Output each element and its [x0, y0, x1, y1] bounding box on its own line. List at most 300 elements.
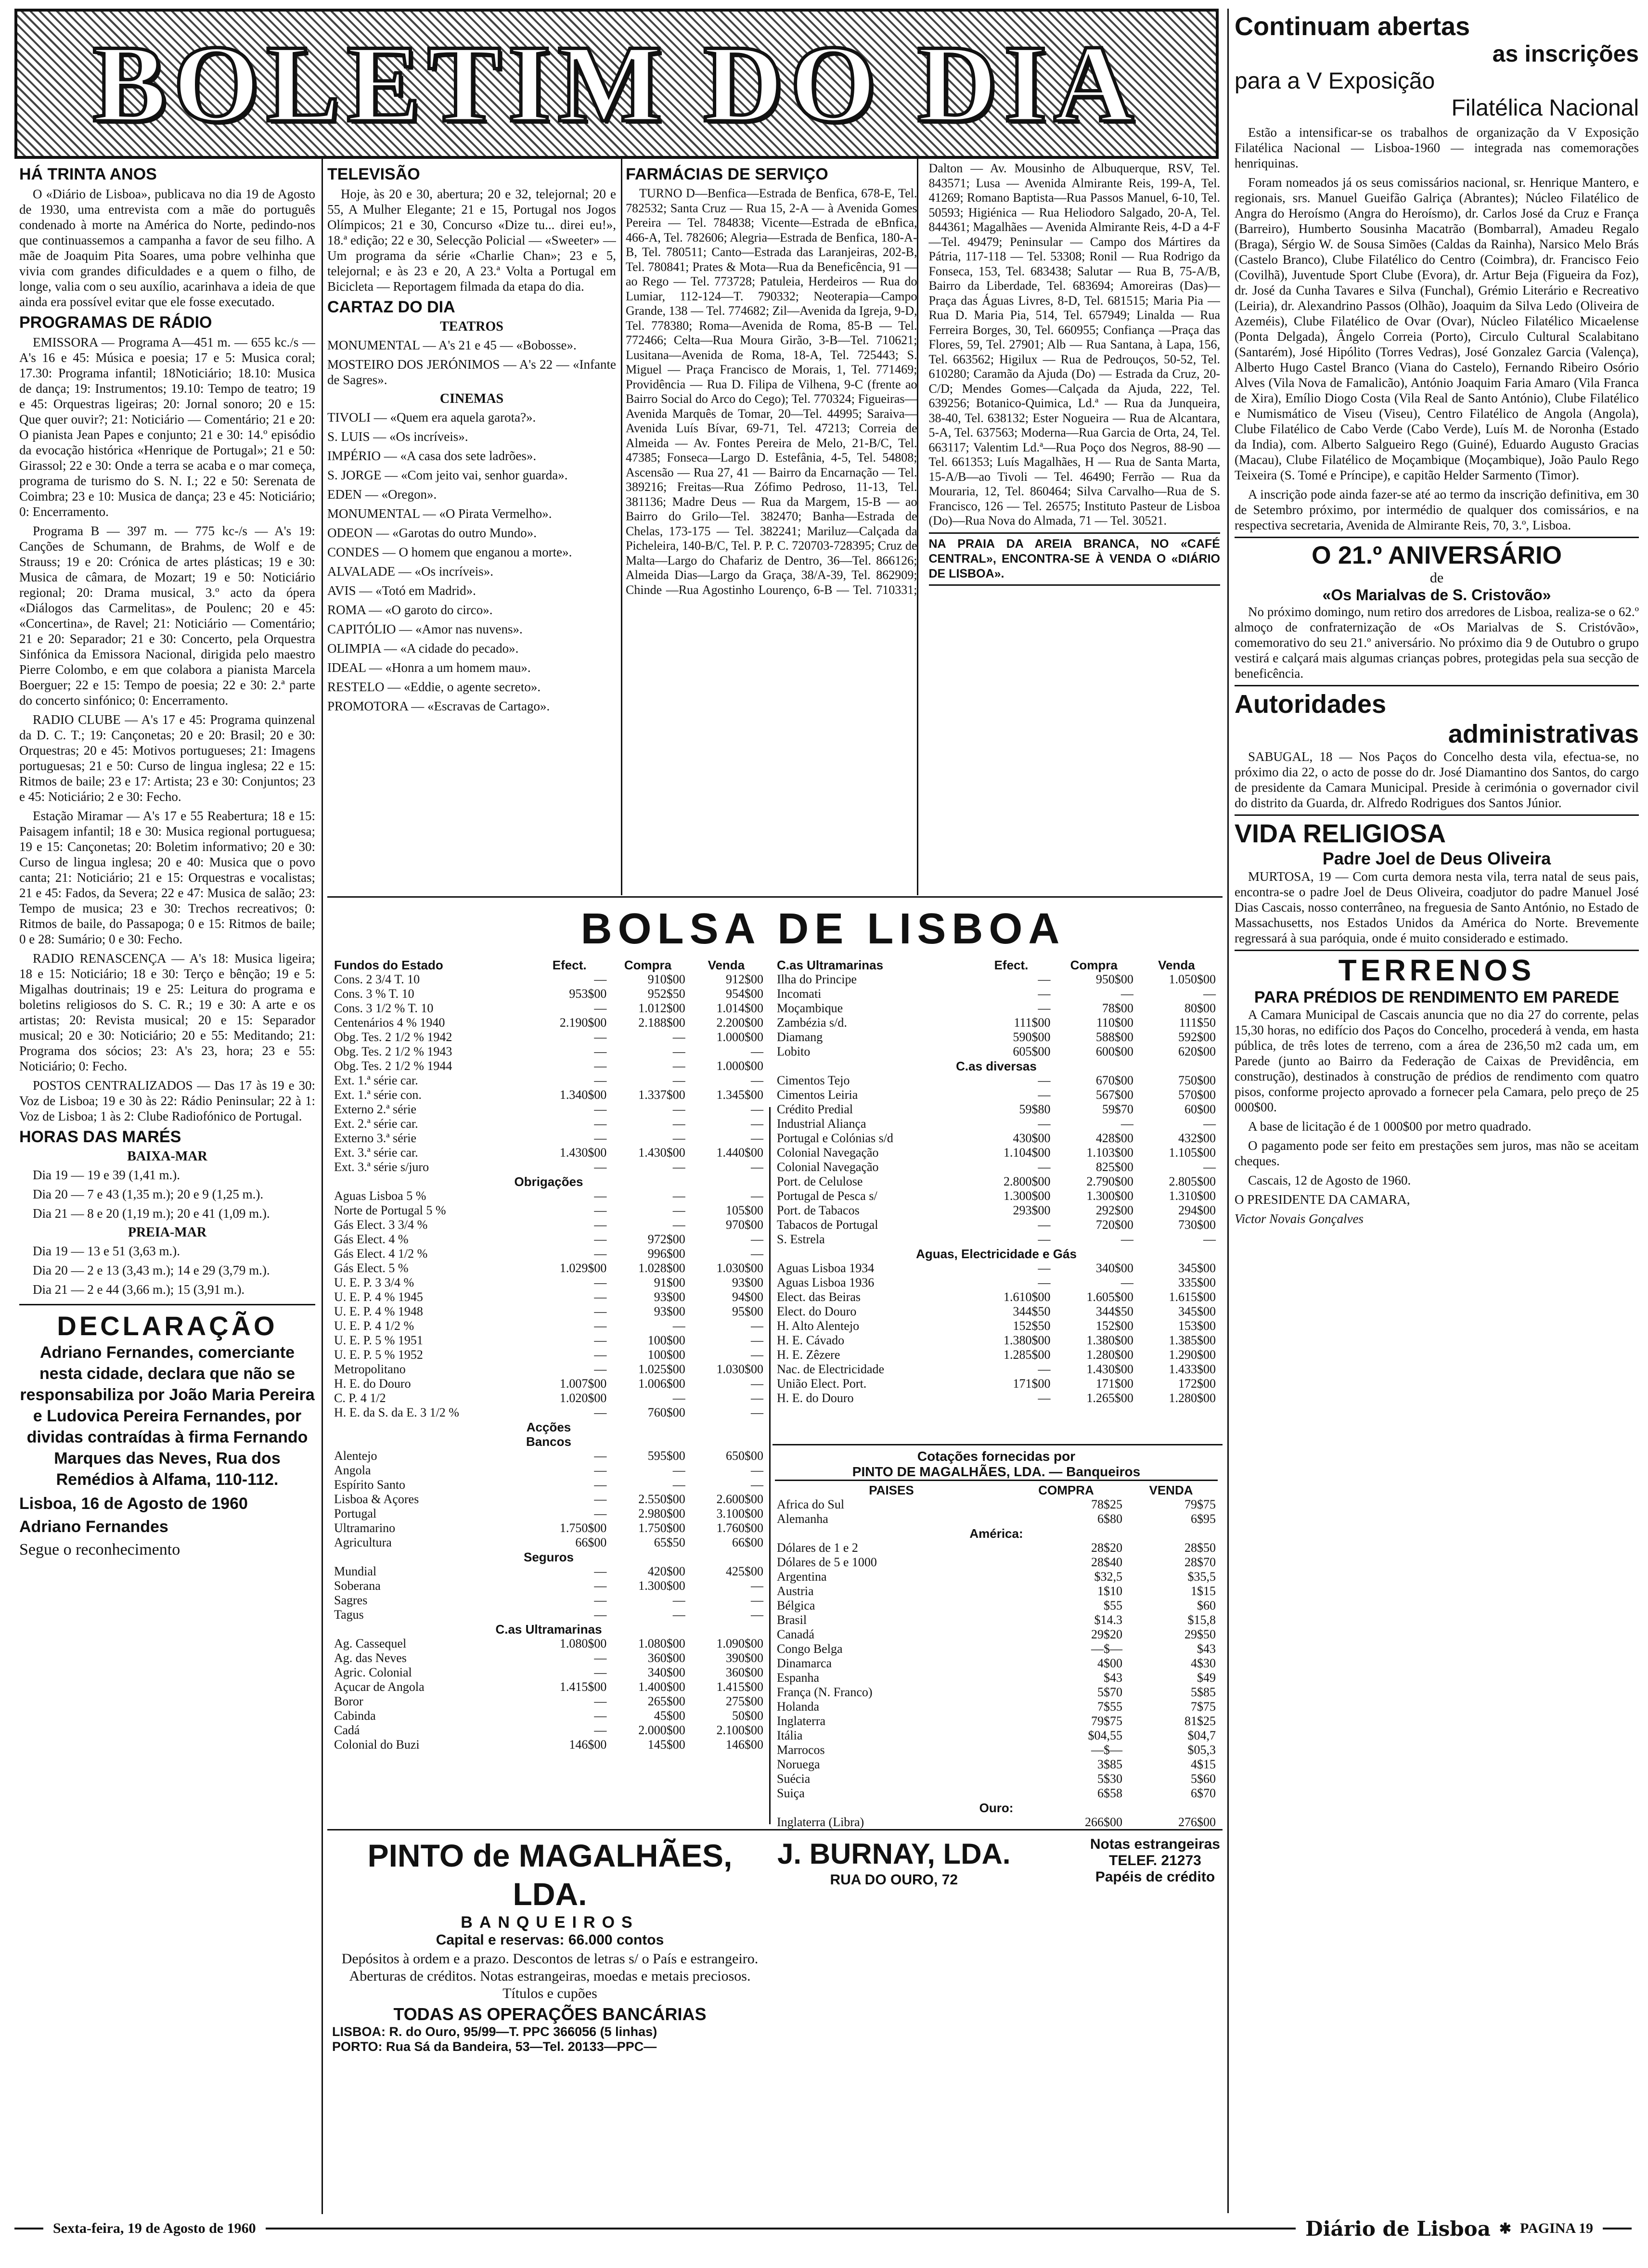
row-value: — — [594, 1102, 607, 1116]
row-value: — — [1038, 1073, 1051, 1087]
mare-line: Dia 20 — 2 e 13 (3,43 m.); 14 e 29 (3,79 m.). — [33, 1263, 270, 1277]
row-label: Canadá — [777, 1627, 814, 1641]
row-value: — — [672, 1030, 685, 1044]
row-value: — — [594, 1059, 607, 1073]
row-value: 2.805$00 — [1169, 1174, 1216, 1188]
row-value: 952$50 — [647, 987, 685, 1001]
cartaz-item: MONUMENTAL — A's 21 e 45 — «Bobosse». — [327, 338, 577, 352]
radio-para: RADIO CLUBE — A's 17 e 45: Programa quinzenal da D. C. T.; 19: Cançonetas; 20 e 20: Brasil; 20 e 30: Orquestras; 20 e 45: Motivos portugueses; 21: Imagens portuguesas; 21 e 50: Curso de lingua inglesa; 22 e 15: Ritmos de baile; 23 e 17: Artista; 23 e 30: Conjuntos; 23 e 45: Noticiário; 2 e 30: Fecho. — [19, 712, 315, 804]
row-label: Gás Elect. 3 3/4 % — [334, 1218, 428, 1232]
table-row — [332, 1391, 765, 1405]
table-row — [775, 1030, 1218, 1044]
row-value: 430$00 — [1013, 1131, 1051, 1145]
preia-mar: PREIA-MAR — [128, 1225, 207, 1240]
table-row — [775, 972, 1218, 987]
table-row — [332, 1088, 765, 1102]
table-row — [332, 1146, 765, 1160]
row-value: — — [751, 1117, 763, 1131]
row-value: 2.188$00 — [638, 1016, 685, 1030]
row-value: — — [672, 1160, 685, 1174]
terrenos-p3: O pagamento pode ser feito em prestações sem juros, mas não se aceitam cheques. — [1235, 1138, 1639, 1168]
row-value: 1.380$00 — [1004, 1333, 1051, 1347]
section-label: C.as Ultramarinas — [495, 1622, 602, 1637]
row-label: Colonial Navegação — [777, 1160, 879, 1174]
row-label: Inglaterra (Libra) — [777, 1815, 864, 1829]
table-section-row — [332, 1420, 765, 1434]
table-section-row — [775, 1247, 1218, 1261]
row-value: 1.006$00 — [638, 1377, 685, 1391]
row-value: $49 — [1197, 1671, 1216, 1685]
terrenos-sub: PARA PRÉDIOS DE RENDIMENTO EM PAREDE — [1254, 988, 1620, 1006]
row-value: — — [1203, 987, 1216, 1001]
row-label: Ilha do Principe — [777, 972, 857, 986]
row-value: 100$00 — [647, 1333, 685, 1347]
footer-paper: Diário de Lisboa — [1305, 2216, 1491, 2241]
cambios-header: COMPRA — [1038, 1483, 1094, 1497]
row-value: — — [594, 1232, 607, 1246]
row-label: U. E. P. 3 3/4 % — [334, 1276, 414, 1289]
table-section-row — [332, 1174, 765, 1189]
table-row — [332, 1738, 765, 1752]
bolsa-right-table — [775, 958, 1218, 1405]
table-row — [332, 1377, 765, 1391]
row-label: Holanda — [777, 1700, 820, 1714]
row-label: Ultramarino — [334, 1521, 396, 1535]
row-value: 111$50 — [1179, 1016, 1216, 1030]
row-value: 1.290$00 — [1169, 1348, 1216, 1362]
table-row — [775, 1570, 1218, 1584]
row-value: 1.265$00 — [1086, 1391, 1133, 1405]
cartaz-item: IDEAL — «Honra a um homem mau». — [327, 660, 531, 675]
row-value: 1.105$00 — [1169, 1146, 1216, 1160]
row-value: $35,5 — [1187, 1570, 1216, 1584]
row-value: — — [1038, 987, 1051, 1001]
row-value: — — [1120, 1232, 1133, 1246]
terrenos-p2: A base de licitação é de 1 000$00 por metro quadrado. — [1248, 1119, 1532, 1134]
row-label: Crédito Predial — [777, 1102, 853, 1116]
row-value: 432$00 — [1178, 1131, 1216, 1145]
row-value: — — [1038, 1088, 1051, 1102]
row-label: Argentina — [777, 1570, 827, 1584]
row-value: 7$75 — [1191, 1700, 1216, 1714]
row-value: 340$00 — [647, 1665, 685, 1679]
row-value: — — [751, 1247, 763, 1261]
row-value: 1$15 — [1191, 1584, 1216, 1598]
row-value: 570$00 — [1178, 1088, 1216, 1102]
row-value: — — [1038, 1160, 1051, 1174]
row-value: — — [594, 972, 607, 986]
cartaz-item: MONUMENTAL — «O Pirata Vermelho». — [327, 506, 552, 521]
bolsa-header: Compra — [1070, 958, 1118, 972]
table-row — [332, 1160, 765, 1174]
row-value: — — [594, 1276, 607, 1289]
row-value: 105$00 — [726, 1203, 763, 1217]
table-row — [332, 1535, 765, 1550]
filatelia-t3: para a V Exposição — [1235, 68, 1435, 94]
row-value: — — [594, 1579, 607, 1593]
row-value: 953$00 — [569, 987, 607, 1001]
row-value: 428$00 — [1095, 1131, 1133, 1145]
religiosa-sub: Padre Joel de Deus Oliveira — [1322, 849, 1551, 868]
row-value: — — [594, 1030, 607, 1044]
table-row — [775, 1815, 1218, 1829]
row-value: — — [1120, 1276, 1133, 1289]
table-row — [775, 1584, 1218, 1598]
row-value: $32,5 — [1094, 1570, 1122, 1584]
row-value: 93$00 — [732, 1276, 763, 1289]
row-value: 912$00 — [726, 972, 763, 986]
table-row — [332, 1564, 765, 1579]
cartaz-item: IMPÉRIO — «A casa dos sete ladrões». — [327, 449, 537, 463]
table-row — [332, 1044, 765, 1059]
table-row — [775, 1160, 1218, 1174]
row-label: H. E. da S. da E. 3 1/2 % — [334, 1405, 459, 1419]
row-value: $60 — [1197, 1598, 1216, 1612]
row-value: — — [672, 1203, 685, 1217]
row-value: — — [672, 1117, 685, 1131]
table-row — [775, 1348, 1218, 1362]
row-label: U. E. P. 5 % 1952 — [334, 1348, 423, 1362]
row-value: 145$00 — [647, 1738, 685, 1752]
row-label: Alemanha — [777, 1512, 828, 1526]
cartaz-item: EDEN — «Oregon». — [327, 487, 437, 502]
row-label: Suiça — [777, 1786, 805, 1800]
table-row — [332, 1680, 765, 1694]
table-row — [775, 1001, 1218, 1016]
row-value: 50$00 — [732, 1709, 763, 1723]
row-value: — — [751, 1579, 763, 1593]
row-value: 825$00 — [1095, 1160, 1133, 1174]
row-value: — — [1038, 1117, 1051, 1131]
row-value: — — [751, 1478, 763, 1492]
filatelia-p2: Foram nomeados já os seus comissários nacional, sr. Henrique Mantero, e regionais, srs. Manuel Gueifão Galriça (Abrantes); Núcleo Filatélico de Angra do Heroísmo (Angra do Heroísmo), dr. Carlos José da Cruz e França (Barreiro), Humberto Sousinha Macatrão (Bombarral), Amadeu Regalo (Braga), Sérgio W. de Sousa Simões (Caldas da Rainha), Narsico Melo Brás (Castelo Branco), Clube Filatélico do Centro (Coimbra), dr. Francisco Feio (Covilhã), Juventude Sport Clube (Evora), dr. Artur Beja (Figueira da Foz), dr. José da Cunha Tavares e Silva (Funchal), Grémio Literário e Recreativo (Leiria), dr. Alexandrino Passos (Olhão), Joaquim da Silva Ledo (Oliveira de Azeméis), Clube Filatélico de Ovar (Ovar), Núcleo Filatélico Micaelense (Ponta Delgada), Ângelo Correia (Porto), Circulo Cultural Scalabitano (Santarém), José Hipólito (Torres Vedras), José Gonzalez Garcia (Valença), Alberto Hugo Castel Branco (Viana do Castelo), Fernando Ribeiro Osório Alves (Vila Nova de Famalicão), António Joaquim Faria Amaro (Vila Franca de Xira), Emílio Diogo Costa (Vila Real de Santo António), Clube Filatélico e Numismático de Viseu (Viseu), Centro Filatélico de Angola (Angola), Clube Filatélico de Cabo Verde (Cabo Verde), Luís M. de Noronha (Estado da India), com. Alberto Salgueiro Rego (Guiné), Eduardo Augusto Gracias (Macau), Clube Filatélico de Moçambique (Moçambique), João Paulo Rego Teixeira (S. Tomé e Príncipe), e capitão Helder Sarmento (Timor). — [1235, 175, 1639, 482]
row-value: 93$00 — [654, 1290, 685, 1304]
filatelia-t4: Filatélica Nacional — [1451, 95, 1639, 121]
row-label: Norte de Portugal 5 % — [334, 1203, 446, 1217]
row-value: 5$30 — [1097, 1772, 1122, 1786]
table-row — [775, 1757, 1218, 1772]
table-row — [775, 1232, 1218, 1247]
table-row — [332, 972, 765, 987]
row-label: Espírito Santo — [334, 1478, 406, 1492]
row-value: 1.750$00 — [638, 1521, 685, 1535]
row-label: União Elect. Port. — [777, 1377, 867, 1391]
row-value: 1.025$00 — [638, 1362, 685, 1376]
row-value: 1.103$00 — [1086, 1146, 1133, 1160]
terrenos-sign2: Victor Novais Gonçalves — [1235, 1211, 1364, 1226]
table-row — [332, 1131, 765, 1146]
pinto-name: PINTO de MAGALHÃES, LDA. — [367, 1838, 733, 1912]
row-value: — — [751, 1593, 763, 1607]
row-value: — — [594, 1665, 607, 1679]
bolsa-header: Efect. — [552, 958, 587, 972]
row-value: 28$40 — [1091, 1555, 1122, 1569]
row-value: —$— — [1091, 1743, 1122, 1757]
table-section-row — [332, 1550, 765, 1564]
row-value: 1.300$00 — [638, 1579, 685, 1593]
terrenos-p1: A Camara Municipal de Cascais anuncia que no dia 27 do corrente, pelas 15,30 horas, no edifício dos Paços do Concelho, procederá à venda, em hasta pública, de três lotes de terreno, com a área de 236,50 m2 cada um, em Parede (junto ao Bairro da Federação de Caixas de Previdência, em construção), destinados à construção de prédios de rendimento com quatro pisos, conforme projecto aprovado a fornecer pela Camara, pelo preço de 25 000$00. — [1235, 1007, 1639, 1114]
row-value: 79$75 — [1184, 1497, 1216, 1511]
row-value: 171$00 — [1095, 1377, 1133, 1391]
row-value: 1.300$00 — [1004, 1189, 1051, 1203]
table-row — [332, 1362, 765, 1377]
row-value: 1.440$00 — [716, 1146, 763, 1160]
section-label: Aguas, Electricidade e Gás — [916, 1247, 1077, 1261]
table-row — [332, 1608, 765, 1622]
row-value: 78$25 — [1091, 1497, 1122, 1511]
table-row — [775, 1598, 1218, 1613]
table-row — [775, 1102, 1218, 1117]
row-value: 670$00 — [1095, 1073, 1133, 1087]
row-value: 60$00 — [1184, 1102, 1216, 1116]
row-value: 28$70 — [1184, 1555, 1216, 1569]
bolsa-header: Venda — [1158, 958, 1195, 972]
row-value: $55 — [1104, 1598, 1122, 1612]
row-value: — — [751, 1189, 763, 1203]
mare-line: Dia 21 — 2 e 44 (3,66 m.); 15 (3,91 m.). — [33, 1282, 245, 1297]
row-value: — — [751, 1333, 763, 1347]
row-label: Lobito — [777, 1044, 811, 1058]
row-value: — — [751, 1319, 763, 1333]
row-label: Espanha — [777, 1671, 820, 1685]
mare-line: Dia 21 — 8 e 20 (1,19 m.); 20 e 41 (1,09 m.). — [33, 1206, 270, 1221]
row-value: $43 — [1104, 1671, 1122, 1685]
row-value: 600$00 — [1095, 1044, 1133, 1058]
row-label: Incomati — [777, 987, 822, 1001]
footer — [14, 2216, 1632, 2241]
row-label: Industrial Aliança — [777, 1117, 866, 1131]
row-value: — — [594, 1290, 607, 1304]
column-tv — [327, 161, 616, 893]
mare-line: Dia 19 — 19 e 39 (1,41 m.). — [33, 1168, 180, 1182]
table-row — [332, 1261, 765, 1276]
row-value: 152$00 — [1095, 1319, 1133, 1333]
row-value: 1.090$00 — [716, 1637, 763, 1650]
row-value: — — [1038, 972, 1051, 986]
cartaz-item: RESTELO — «Eddie, o agente secreto». — [327, 680, 541, 694]
cartaz-title: CARTAZ DO DIA — [327, 298, 455, 316]
aniv-title: O 21.º ANIVERSÁRIO — [1312, 541, 1562, 569]
row-value: 750$00 — [1178, 1073, 1216, 1087]
row-value: 1.400$00 — [638, 1680, 685, 1694]
cambios-title1: Cotações fornecidas por — [917, 1449, 1076, 1464]
cartaz-item: ALVALADE — «Os incríveis». — [327, 564, 493, 579]
row-value: — — [751, 1044, 763, 1058]
burnay-addr: RUA DO OURO, 72 — [830, 1872, 958, 1888]
table-row — [775, 1497, 1218, 1512]
row-value: 1.030$00 — [716, 1362, 763, 1376]
row-value: 80$00 — [1184, 1001, 1216, 1015]
pinto-lisboa: LISBOA: R. do Ouro, 95/99—T. PPC 366056 (5 linhas) — [332, 2024, 657, 2039]
row-value: 970$00 — [726, 1218, 763, 1232]
section-label: Obrigações — [514, 1174, 583, 1189]
row-label: Congo Belga — [777, 1642, 843, 1656]
footer-page: PAGINA 19 — [1520, 2220, 1593, 2236]
row-label: Cimentos Tejo — [777, 1073, 850, 1087]
radio-para: EMISSORA — Programa A—451 m. — 655 kc./s — A's 16 e 45: Música e poesia; 17 e 5: Musica coral; 17.30: Programa infantil; 18Noticiário; 18.10: Musica de dança; 19: Instrumentos; 19.10: Tempo de teatro; 19 e 45: Orquestras ligeiras; 20: Jornal sonoro; 20 e 15: Que quer ouvir?; 21: Noticiário — Comentário; 21 e 20: O pianista Jean Papes e conjunto; 21 e 30: 14.º episódio da evocação histórica «Henrique de Portugal»; 21 e 50: Girassol; 22 e 30: Onde a terra se acaba e o mar começa, programa de turismo do S. N. I.; 22 e 50: Serenata de Coimbra; 23 e 10: Musica de dança; 23 e 45: Noticiário; 0: Encerramento. — [19, 335, 315, 519]
row-value: 1.028$00 — [638, 1261, 685, 1275]
row-label: Aguas Lisboa 5 % — [334, 1189, 426, 1203]
row-value: 1.415$00 — [716, 1680, 763, 1694]
row-label: Brasil — [777, 1613, 807, 1627]
row-value: 91$00 — [654, 1276, 685, 1289]
row-label: Cons. 3 1/2 % T. 10 — [334, 1001, 434, 1015]
row-label: Tagus — [334, 1608, 364, 1622]
row-value: 6$95 — [1191, 1512, 1216, 1526]
table-row — [332, 1117, 765, 1131]
table-section-row — [332, 1434, 765, 1449]
row-value: 265$00 — [647, 1694, 685, 1708]
row-value: — — [1203, 1160, 1216, 1174]
row-label: Obg. Tes. 2 1/2 % 1944 — [334, 1059, 452, 1073]
table-row — [775, 1555, 1218, 1570]
row-value: 344$50 — [1013, 1304, 1051, 1318]
row-value: 6$80 — [1097, 1512, 1122, 1526]
table-row — [775, 1627, 1218, 1642]
pinto-capital: Capital e reservas: 66.000 contos — [436, 1932, 664, 1948]
row-value: 590$00 — [1013, 1030, 1051, 1044]
table-row — [775, 1044, 1218, 1059]
table-row — [332, 1665, 765, 1680]
row-value: — — [1038, 1232, 1051, 1246]
filatelia-t1: Continuam abertas — [1235, 12, 1470, 41]
row-value: 3$85 — [1097, 1757, 1122, 1771]
row-value: — — [594, 1405, 607, 1419]
row-value: — — [672, 1478, 685, 1492]
row-label: Alentejo — [334, 1449, 377, 1463]
terrenos-title: TERRENOS — [1338, 954, 1535, 987]
row-value: 340$00 — [1095, 1261, 1133, 1275]
row-label: U. E. P. 5 % 1951 — [334, 1333, 423, 1347]
row-label: H. E. Zêzere — [777, 1348, 840, 1362]
row-value: 2.100$00 — [716, 1723, 763, 1737]
table-row — [775, 1512, 1218, 1526]
row-value: 1.430$00 — [1086, 1362, 1133, 1376]
row-value: 153$00 — [1178, 1319, 1216, 1333]
row-value: 1.615$00 — [1169, 1290, 1216, 1304]
row-value: 93$00 — [654, 1304, 685, 1318]
row-value: 2.800$00 — [1004, 1174, 1051, 1188]
row-value: 294$00 — [1178, 1203, 1216, 1217]
row-value: — — [1120, 987, 1133, 1001]
row-value: — — [1038, 1362, 1051, 1376]
row-value: 66$00 — [575, 1535, 607, 1549]
bolsa-header: Venda — [708, 958, 745, 972]
row-value: 1.300$00 — [1086, 1189, 1133, 1203]
pinto-text: Depósitos à ordem e a prazo. Descontos de letras s/ o País e estrangeiro. Aberturas de créditos. Notas estrangeiras, moedas e metais preciosos. Títulos e cupões — [341, 1951, 759, 2001]
row-value: 45$00 — [654, 1709, 685, 1723]
row-value: 1.345$00 — [716, 1088, 763, 1102]
footer-rule — [266, 2228, 1296, 2229]
row-value: 344$50 — [1095, 1304, 1133, 1318]
pinto-ad — [332, 1836, 768, 2212]
row-value: 950$00 — [1095, 972, 1133, 986]
row-value: 1.433$00 — [1169, 1362, 1216, 1376]
row-label: Itália — [777, 1728, 803, 1742]
cartaz-item: ROMA — «O garoto do circo». — [327, 603, 493, 617]
row-value: — — [672, 1463, 685, 1477]
row-value: —$— — [1091, 1642, 1122, 1656]
row-value: 2.000$00 — [638, 1723, 685, 1737]
aniv-de: de — [1429, 570, 1444, 586]
row-value: 28$50 — [1184, 1541, 1216, 1555]
section-label: Acções — [526, 1420, 571, 1434]
cartaz-item: S. JORGE — «Com jeito vai, senhor guarda». — [327, 468, 568, 482]
row-value: 266$00 — [1085, 1815, 1122, 1829]
row-label: Externo 3.ª série — [334, 1131, 417, 1145]
row-value: — — [672, 1073, 685, 1087]
row-label: Ag. Cassequel — [334, 1637, 407, 1650]
row-label: Soberana — [334, 1579, 381, 1593]
row-value: — — [594, 1449, 607, 1463]
row-value: 335$00 — [1178, 1276, 1216, 1289]
row-value: 95$00 — [732, 1304, 763, 1318]
row-value: — — [594, 1001, 607, 1015]
row-value: 78$00 — [1102, 1001, 1133, 1015]
row-value: 1.020$00 — [559, 1391, 607, 1405]
row-value: 1.080$00 — [559, 1637, 607, 1650]
row-value: — — [672, 1593, 685, 1607]
table-row — [775, 1786, 1218, 1801]
row-value: — — [672, 1608, 685, 1622]
row-value: 5$85 — [1191, 1685, 1216, 1699]
row-value: — — [594, 1564, 607, 1578]
row-label: Gás Elect. 4 1/2 % — [334, 1247, 428, 1261]
declaracao-date: Lisboa, 16 de Agosto de 1960 — [19, 1495, 248, 1513]
row-label: Gás Elect. 4 % — [334, 1232, 409, 1246]
row-label: Suécia — [777, 1772, 811, 1786]
row-value: — — [594, 1218, 607, 1232]
row-value: 2.550$00 — [638, 1492, 685, 1506]
row-label: Ext. 1.ª série con. — [334, 1088, 422, 1102]
row-value: 152$50 — [1013, 1319, 1051, 1333]
farmacias-title: FARMÁCIAS DE SERVIÇO — [626, 165, 828, 183]
row-value: 2.790$00 — [1086, 1174, 1133, 1188]
row-value: 293$00 — [1013, 1203, 1051, 1217]
row-value: 172$00 — [1178, 1377, 1216, 1391]
footer-rule — [1603, 2228, 1632, 2229]
row-value: 588$00 — [1095, 1030, 1133, 1044]
row-value: 1.415$00 — [559, 1680, 607, 1694]
row-value: — — [594, 1593, 607, 1607]
cartaz-item: ODEON — «Garotas do outro Mundo». — [327, 526, 537, 540]
row-value: 110$00 — [1096, 1016, 1133, 1030]
row-value: — — [594, 1247, 607, 1261]
row-value: 7$55 — [1097, 1700, 1122, 1714]
row-label: H. E. do Douro — [334, 1377, 411, 1391]
row-value: 390$00 — [726, 1651, 763, 1665]
row-value: 28$20 — [1091, 1541, 1122, 1555]
section-label: Seguros — [523, 1550, 574, 1564]
row-label: S. Estrela — [777, 1232, 825, 1246]
table-row — [332, 1463, 765, 1478]
row-value: — — [751, 1348, 763, 1362]
table-row — [332, 1593, 765, 1608]
declaracao-seg: Segue o reconhecimento — [19, 1541, 180, 1559]
row-value: 100$00 — [647, 1348, 685, 1362]
pinto-ops: TODAS AS OPERAÇÕES BANCÁRIAS — [393, 2004, 707, 2024]
row-value: — — [1203, 1232, 1216, 1246]
table-row — [775, 1728, 1218, 1743]
row-value: 605$00 — [1013, 1044, 1051, 1058]
row-label: Lisboa & Açores — [334, 1492, 419, 1506]
row-value: — — [672, 1059, 685, 1073]
table-row — [775, 1174, 1218, 1189]
row-value: — — [594, 1044, 607, 1058]
row-value: — — [594, 1073, 607, 1087]
table-row — [775, 1073, 1218, 1088]
row-value: 1.385$00 — [1169, 1333, 1216, 1347]
